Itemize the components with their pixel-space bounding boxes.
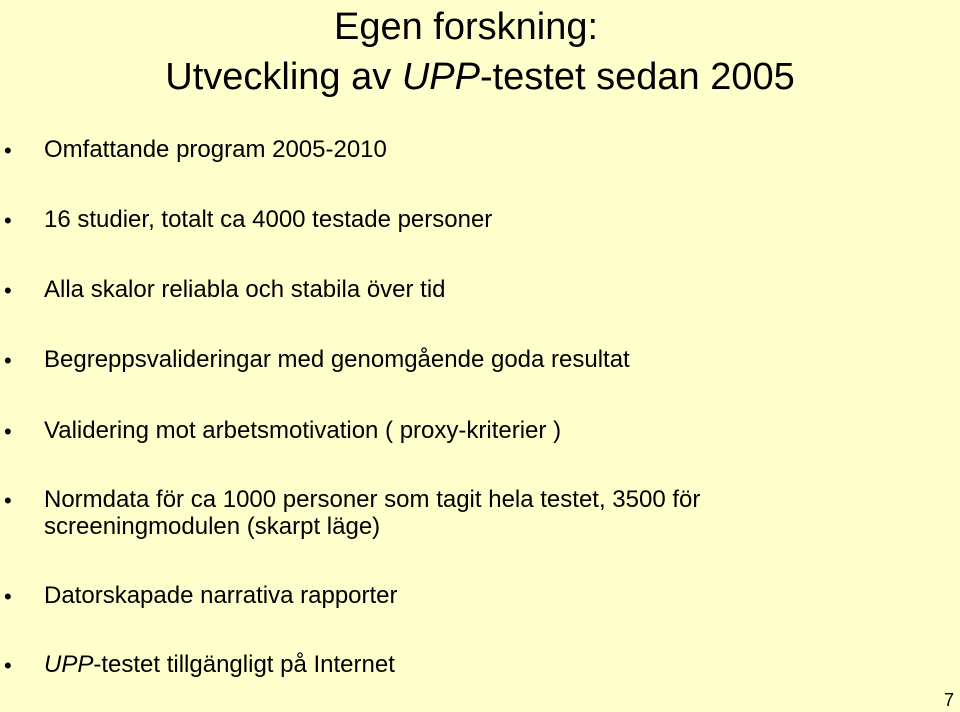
bullet-dot-icon: •	[4, 138, 12, 163]
bullet-text	[44, 486, 924, 540]
bullet-dot-icon: •	[4, 419, 12, 444]
bullet-text-suffix: -testet tillgängligt på Internet	[93, 651, 395, 678]
bullet-text	[44, 651, 924, 678]
bullet-dot-icon: •	[4, 653, 12, 678]
bullet-text: Alla skalor reliabla och stabila över tid	[44, 276, 446, 303]
title-line-1: Egen forskning:	[333, 6, 599, 48]
bullet-dot-icon: •	[4, 584, 12, 609]
slide-title	[0, 2, 960, 102]
page-number: 7	[943, 690, 954, 710]
title-line-2	[0, 52, 960, 102]
title-line-2-prefix: Utveckling av	[165, 56, 402, 98]
title-line-2-italic: UPP	[401, 56, 480, 98]
bullet-text: Validering mot arbetsmotivation ( proxy-kriterier )	[44, 417, 562, 444]
bullet-text: 16 studier, totalt ca 4000 testade personer	[44, 206, 493, 233]
bullet-dot-icon: •	[4, 278, 12, 303]
bullet-dot-icon: •	[4, 348, 12, 373]
bullet-text-italic: UPP	[44, 651, 94, 678]
bullet-text: Begreppsvalideringar med genomgående goda resultat	[44, 346, 630, 373]
bullet-text: Datorskapade narrativa rapporter	[44, 582, 398, 609]
title-line-2-suffix: -testet sedan 2005	[479, 56, 795, 98]
bullet-text: Omfattande program 2005-2010	[44, 136, 387, 163]
bullet-text-line-2: screeningmodulen (skarpt läge)	[44, 513, 381, 540]
bullet-dot-icon: •	[4, 488, 12, 513]
bullet-dot-icon: •	[4, 208, 12, 233]
bullet-text-line-1: Normdata för ca 1000 personer som tagit hela testet, 3500 för	[44, 486, 701, 513]
